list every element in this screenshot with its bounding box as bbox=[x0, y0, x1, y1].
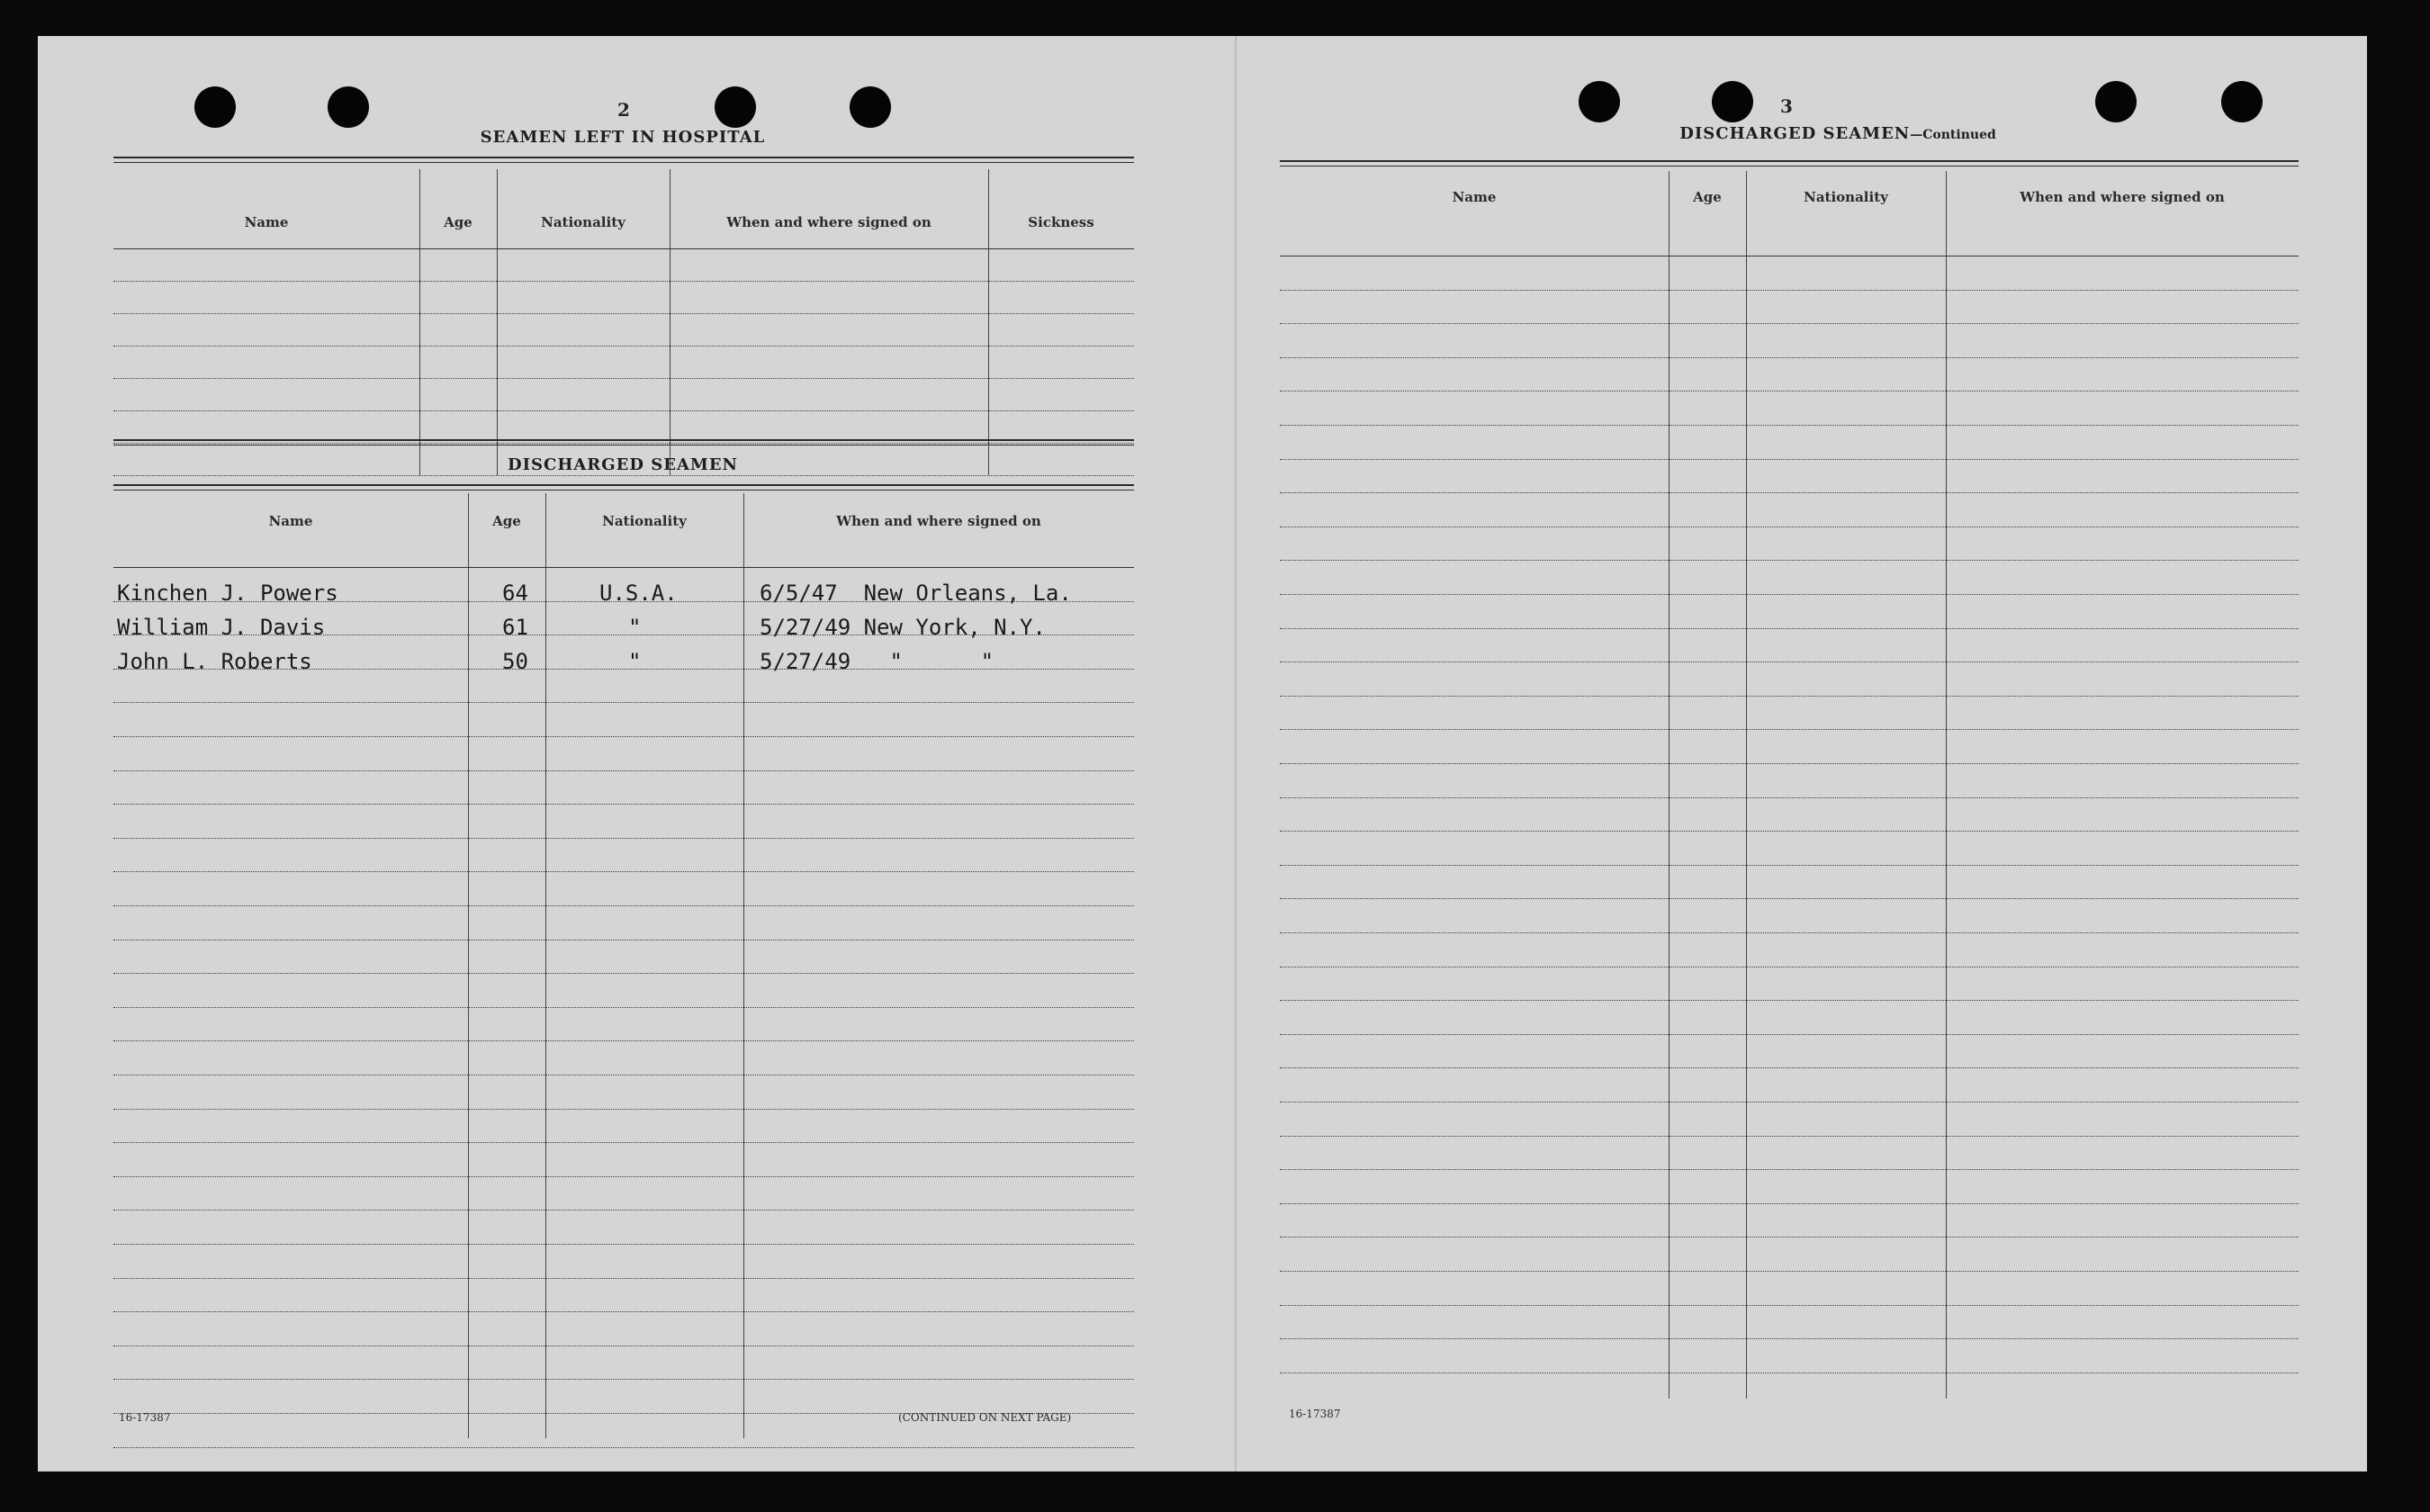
row-1-signed-on: 6/5/47 New Orleans, La. bbox=[760, 580, 1072, 606]
row-rule bbox=[1280, 1067, 2299, 1068]
row-rule bbox=[113, 871, 1134, 872]
row-rule bbox=[1280, 357, 2299, 358]
row-rule bbox=[113, 973, 1134, 974]
row-2-name: William J. Davis bbox=[117, 615, 326, 640]
row-3-nationality: " bbox=[628, 649, 642, 674]
row-rule bbox=[1280, 560, 2299, 561]
row-rule bbox=[1280, 932, 2299, 933]
col-header-nationality: Nationality bbox=[1804, 189, 1888, 205]
row-rule bbox=[1280, 729, 2299, 730]
row-rule bbox=[1280, 323, 2299, 324]
row-rule bbox=[1280, 797, 2299, 798]
punch-hole bbox=[850, 86, 891, 128]
right-top-rule bbox=[1280, 160, 2299, 166]
row-rule bbox=[1280, 1034, 2299, 1035]
row-rule bbox=[113, 567, 1134, 568]
col-header-nationality: Nationality bbox=[602, 513, 687, 529]
punch-hole bbox=[1579, 81, 1620, 122]
row-rule bbox=[1280, 1338, 2299, 1339]
row-rule bbox=[1280, 967, 2299, 968]
col-header-age: Age bbox=[1693, 189, 1722, 205]
row-2-nationality: " bbox=[628, 615, 642, 640]
row-rule bbox=[113, 736, 1134, 737]
discharged-table bbox=[113, 493, 1134, 1447]
row-rule bbox=[1280, 1169, 2299, 1170]
row-rule bbox=[113, 838, 1134, 839]
row-rule bbox=[113, 1379, 1134, 1380]
row-1-age: 64 bbox=[502, 580, 528, 606]
row-rule bbox=[1280, 1271, 2299, 1272]
row-rule bbox=[113, 1040, 1134, 1041]
row-3-name: John L. Roberts bbox=[117, 649, 312, 674]
continued-table bbox=[1280, 171, 2299, 1399]
row-rule bbox=[1280, 1372, 2299, 1373]
row-rule bbox=[113, 248, 1134, 249]
column-divider bbox=[1946, 171, 1947, 1399]
punch-hole bbox=[2221, 81, 2263, 122]
row-rule bbox=[113, 1109, 1134, 1110]
column-divider bbox=[988, 169, 989, 475]
row-rule bbox=[1280, 831, 2299, 832]
row-rule bbox=[1280, 1237, 2299, 1238]
row-rule bbox=[1280, 1203, 2299, 1204]
hospital-section-title: SEAMEN LEFT IN HOSPITAL bbox=[480, 128, 766, 147]
row-rule bbox=[113, 702, 1134, 703]
col-header-signed-on: When and where signed on bbox=[836, 513, 1041, 529]
row-1-name: Kinchen J. Powers bbox=[117, 580, 338, 606]
row-2-age: 61 bbox=[502, 615, 528, 640]
column-divider bbox=[1669, 171, 1670, 1399]
row-rule bbox=[113, 313, 1134, 314]
continued-section-title bbox=[1568, 124, 2108, 143]
col-header-signed-on: When and where signed on bbox=[726, 214, 932, 230]
row-rule bbox=[1280, 594, 2299, 595]
discharged-section-title: DISCHARGED SEAMEN bbox=[507, 455, 739, 474]
hospital-top-rule bbox=[113, 157, 1134, 163]
row-rule bbox=[113, 1007, 1134, 1008]
page-gutter bbox=[1235, 36, 1237, 1472]
row-rule bbox=[113, 410, 1134, 411]
row-rule bbox=[113, 1447, 1134, 1448]
row-rule bbox=[113, 770, 1134, 771]
row-2-signed-on: 5/27/49 New York, N.Y. bbox=[760, 615, 1046, 640]
hospital-table bbox=[113, 169, 1134, 475]
left-form-number: 16-17387 bbox=[119, 1411, 171, 1424]
row-rule bbox=[113, 1244, 1134, 1245]
row-1-nationality: U.S.A. bbox=[599, 580, 678, 606]
row-rule bbox=[113, 804, 1134, 805]
row-rule bbox=[113, 1278, 1134, 1279]
right-form-number: 16-17387 bbox=[1289, 1408, 1341, 1420]
row-rule bbox=[1280, 1305, 2299, 1306]
row-rule bbox=[1280, 290, 2299, 291]
row-rule bbox=[1280, 1000, 2299, 1001]
continued-title-main: DISCHARGED SEAMEN bbox=[1679, 124, 1911, 143]
col-header-name: Name bbox=[244, 214, 289, 230]
col-header-name: Name bbox=[1452, 189, 1497, 205]
col-header-nationality: Nationality bbox=[541, 214, 626, 230]
row-3-signed-on: 5/27/49 " " bbox=[760, 649, 994, 674]
row-rule bbox=[1280, 1136, 2299, 1137]
punch-hole bbox=[194, 86, 236, 128]
row-rule bbox=[1280, 628, 2299, 629]
row-rule bbox=[113, 669, 1134, 670]
col-header-age: Age bbox=[444, 214, 472, 230]
punch-hole bbox=[2095, 81, 2137, 122]
row-rule bbox=[1280, 865, 2299, 866]
row-rule bbox=[1280, 391, 2299, 392]
row-rule bbox=[113, 1075, 1134, 1076]
row-rule bbox=[1280, 898, 2299, 899]
column-divider bbox=[1746, 171, 1747, 1399]
punch-hole bbox=[1712, 81, 1753, 122]
row-rule bbox=[113, 281, 1134, 282]
col-header-name: Name bbox=[268, 513, 313, 529]
row-rule bbox=[113, 378, 1134, 379]
punch-hole bbox=[328, 86, 369, 128]
right-page-number: 3 bbox=[1780, 95, 1793, 117]
row-rule bbox=[113, 601, 1134, 602]
discharged-top-rule bbox=[113, 484, 1134, 490]
row-rule bbox=[1280, 459, 2299, 460]
row-rule bbox=[113, 475, 1134, 476]
row-rule bbox=[1280, 526, 2299, 527]
column-divider bbox=[419, 169, 420, 475]
col-header-age: Age bbox=[492, 513, 521, 529]
row-rule bbox=[113, 1311, 1134, 1312]
continued-title-suffix: —Continued bbox=[1910, 128, 1996, 142]
row-3-age: 50 bbox=[502, 649, 528, 674]
left-page-number: 2 bbox=[617, 99, 630, 121]
row-rule bbox=[113, 634, 1134, 635]
row-rule bbox=[1280, 696, 2299, 697]
punch-hole bbox=[715, 86, 756, 128]
row-rule bbox=[1280, 425, 2299, 426]
row-rule bbox=[1280, 763, 2299, 764]
document-sheet bbox=[38, 36, 2367, 1472]
row-rule bbox=[113, 905, 1134, 906]
col-header-signed-on: When and where signed on bbox=[2020, 189, 2225, 205]
col-header-sickness: Sickness bbox=[1028, 214, 1094, 230]
row-rule bbox=[1280, 492, 2299, 493]
hospital-bottom-rule bbox=[113, 439, 1134, 446]
column-divider bbox=[497, 169, 498, 475]
row-rule bbox=[113, 1176, 1134, 1177]
row-rule bbox=[113, 1142, 1134, 1143]
continued-note: (CONTINUED ON NEXT PAGE) bbox=[898, 1411, 1072, 1424]
